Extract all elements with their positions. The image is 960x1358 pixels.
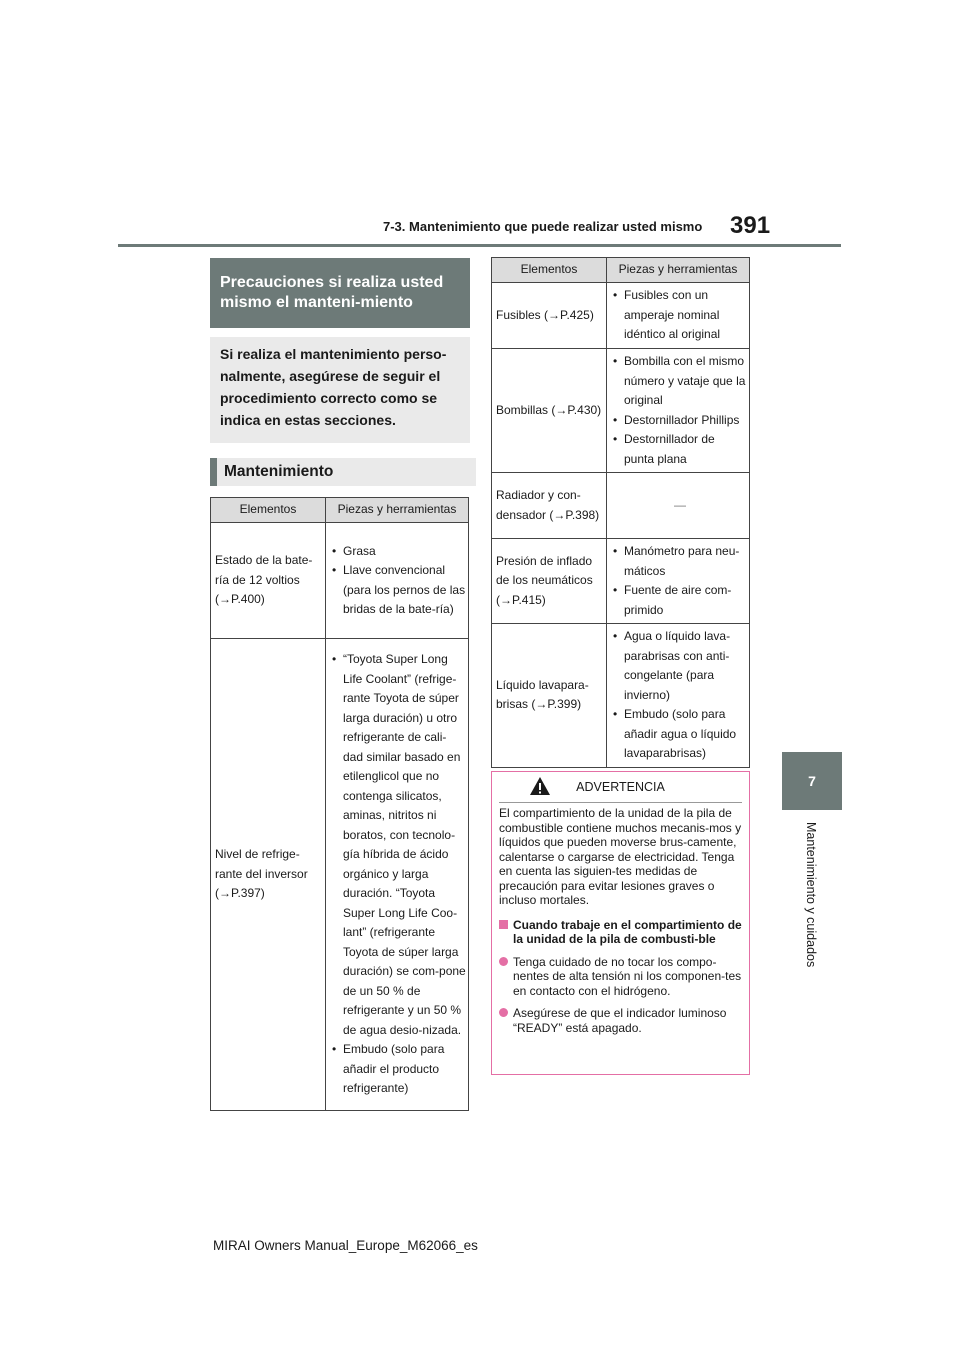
column-header-parts: Piezas y herramientas [326,498,469,523]
list-item: • Destornillador Phillips [613,411,747,431]
table-row [492,283,750,349]
column-header-elements: Elementos [211,498,326,523]
list-item: • Llave convencional (para los pernos de las bridas de la bate-ría) [332,561,466,620]
warning-triangle-icon [529,776,551,796]
circle-bullet-icon [499,957,508,966]
list-item: • Destornillador de punta plana [613,430,747,469]
list-item: • Manómetro para neu-máticos [613,542,747,581]
list-item: • Fusibles con un amperaje nominal idéntico al original [613,286,747,345]
footer-text: MIRAI Owners Manual_Europe_M62066_es [213,1238,478,1253]
element-cell: Fusibles (→P.425) [492,283,607,349]
maintenance-heading [210,458,476,486]
table-row [492,349,750,473]
parts-cell [607,539,750,624]
parts-cell [607,624,750,768]
section-title: 7-3. Mantenimiento que puede realizar usted mismo [383,219,703,234]
chapter-tab: 7 [782,752,842,810]
parts-cell [607,283,750,349]
square-bullet-icon [499,920,508,929]
element-cell: Bombillas (→P.430) [492,349,607,473]
warning-subheading [499,918,742,947]
header-rule [118,244,841,247]
precautions-intro: Si realiza el mantenimiento perso-nalmente, asegúrese de seguir el procedimiento correcto como se indica en estas secciones. [210,337,470,443]
element-cell: Líquido lavapara-brisas (→P.399) [492,624,607,768]
table-row [211,639,469,1111]
precautions-heading-text: Precauciones si realiza usted mismo el manteni-miento [220,274,444,311]
maintenance-heading-text: Mantenimiento [224,463,334,480]
circle-bullet-icon [499,1008,508,1017]
column-header-parts: Piezas y herramientas [607,258,750,283]
maintenance-table-right [491,257,750,768]
warning-item-text: Tenga cuidado de no tocar los compo-nentes de alta tensión ni los componen-tes en contacto con el hidrógeno. [513,954,742,998]
list-item: • Fuente de aire com-primido [613,581,747,620]
page-number: 391 [730,212,771,239]
parts-cell [326,523,469,639]
parts-cell [607,349,750,473]
warning-body [499,802,742,1035]
warning-text: El compartimiento de la unidad de la pila de combustible contiene muchos mecanis-mos y líquidos que pueden moverse brus-camente, calentarse o cargarse de electricidad. Tenga en cuenta las siguien-tes medidas de precaución para evitar lesiones graves o incluso mortales. [499,806,742,907]
list-item: • Agua o líquido lava-parabrisas con anti-congelante (para invierno) [613,627,747,705]
list-item: • Embudo (solo para añadir agua o líquido lavaparabrisas) [613,705,747,764]
chapter-label [800,822,822,982]
parts-cell-empty: — [607,473,750,539]
warning-item [499,955,742,999]
list-item: • Embudo (solo para añadir el producto refrigerante) [332,1040,466,1099]
column-header-elements: Elementos [492,258,607,283]
warning-subheading-text: Cuando trabaje en el compartimiento de la unidad de la pila de combusti-ble [513,917,742,946]
table-row [492,539,750,624]
maintenance-table-left [210,497,469,1111]
warning-box [491,771,750,1075]
warning-item-text: Asegúrese de que el indicador luminoso “READY” está apagado. [513,1006,727,1035]
list-item: • “Toyota Super Long Life Coolant” (refrige-rante Toyota de súper larga duración) u otro refrigerante de cali-dad similar basado en etilenglicol que no contenga silicatos, aminas, nitritos ni boratos, con tecnolo-gía híbrida de ácido orgánico y larga duración. “Toyota Super Long Life Coo-lant” (refrigerante Toyota de súper larga duración) se com-pone de un 50 % de refrigerante y un 50 % de agua desio-nizada. [332,650,466,1040]
element-cell: Nivel de refrige-rante del inversor (→P.397) [211,639,326,1111]
list-item: • Grasa [332,542,466,562]
element-cell: Estado de la bate-ría de 12 voltios (→P.400) [211,523,326,639]
warning-title: ADVERTENCIA [576,780,665,794]
list-item: • Bombilla con el mismo número y vataje que la original [613,352,747,411]
chapter-label-text: Mantenimiento y cuidados [804,822,818,968]
warning-header [492,772,749,802]
table-row [492,624,750,768]
warning-item [499,1006,742,1035]
parts-cell [326,639,469,1111]
table-row [211,523,469,639]
element-cell: Radiador y con-densador (→P.398) [492,473,607,539]
table-row [492,473,750,539]
precautions-heading [210,258,470,328]
element-cell: Presión de inflado de los neumáticos (→P.415) [492,539,607,624]
